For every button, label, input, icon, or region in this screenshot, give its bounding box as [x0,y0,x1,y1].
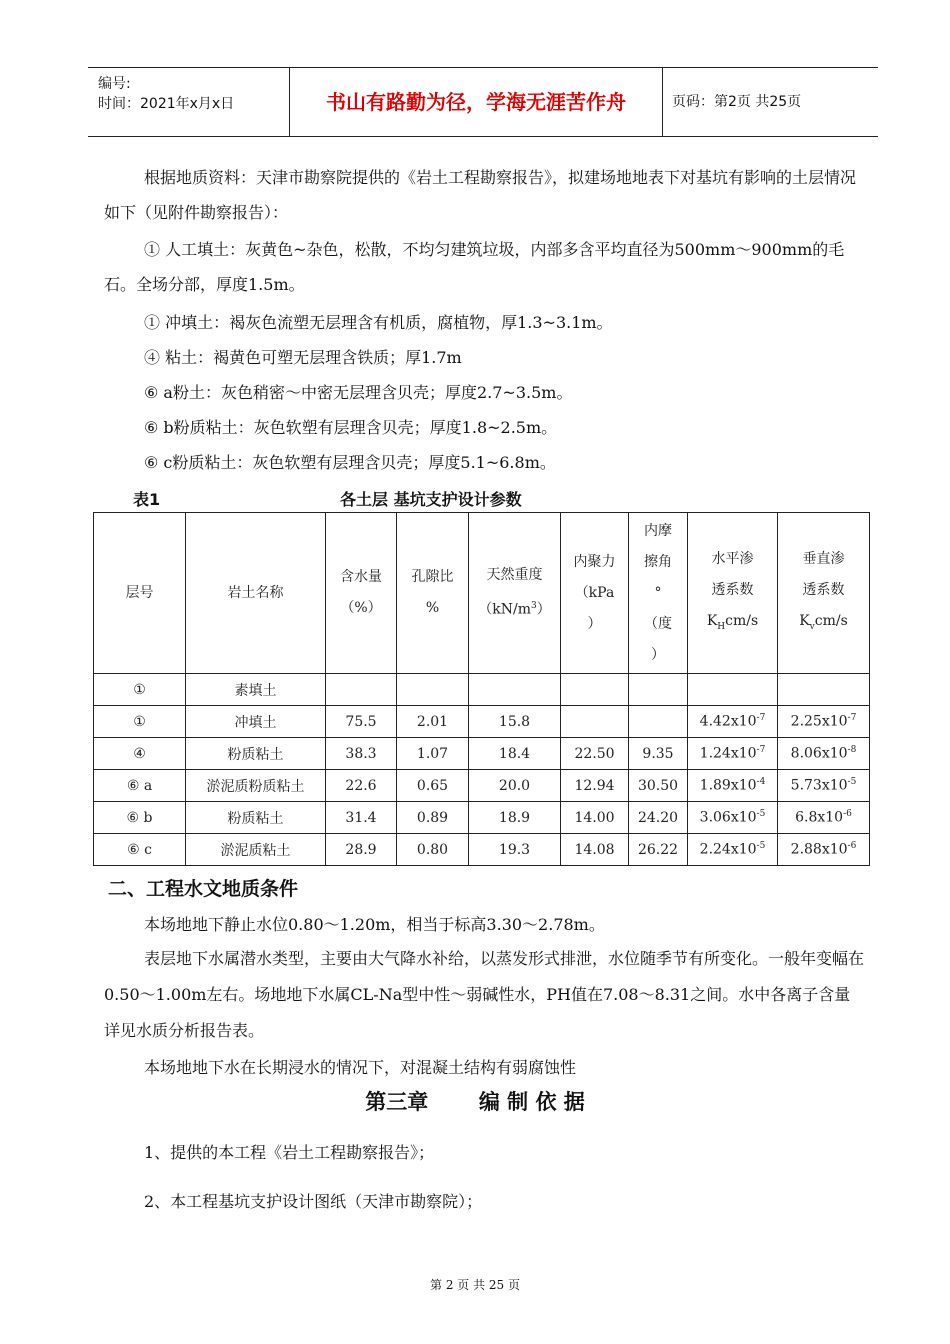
section-2-paragraph-2: 表层地下水属潜水类型，主要由大气降水补给，以蒸发形式排泄，水位随季节有所变化。一般年变幅在0.50～1.00m左右。场地地下水属CL-Na型中性～弱碱性水，PH值在7.08～8.31之间。水中各离子含量详见水质分析报告表。 [104,949,865,1040]
page-header [88,67,878,137]
page-footer: 第 2 页 共 25 页 [430,1278,520,1292]
cell-water: 38.3 [326,738,397,770]
cell-friction: 26.22 [629,834,688,866]
chapter-3-number: 第三章 [365,1090,429,1114]
cell-cohesion: 12.94 [561,770,629,802]
table-header-row [94,513,870,674]
soil-layer-1: ① 人工填土：灰黄色~杂色，松散，不均匀建筑垃圾，内部多含平均直径为500mm～900mm的毛石。全场分部，厚度1.5m。 [104,240,845,294]
table-row [94,834,870,866]
header-kv: 垂直渗 透系数 $K_vcm/s$ [778,513,870,674]
cell-friction: 9.35 [629,738,688,770]
cell-friction [629,674,688,706]
cell-water [326,674,397,706]
cell-weight: 18.4 [469,738,561,770]
section-2-paragraph-1: 本场地地下静止水位0.80～1.20m，相当于标高3.30～2.78m。 [144,915,605,934]
header-friction: 内摩 擦角 ° （度 ） [629,513,688,674]
cell-water: 22.6 [326,770,397,802]
cell-name: 淤泥质粉质粘土 [186,770,326,802]
soil-layer-2: ① 冲填土：褐灰色流塑无层理含有机质，腐植物，厚1.3~3.1m。 [144,313,613,332]
header-water: 含水量 （%） [326,513,397,674]
cell-kv: $5.73x10^{-5}$ [778,770,870,802]
soil-layer-4: ⑥ a粉土：灰色稍密～中密无层理含贝壳；厚度2.7~3.5m。 [144,383,573,402]
soil-layer-6: ⑥ c粉质粘土：灰色软塑有层理含贝壳；厚度5.1~6.8m。 [144,453,556,472]
cell-layer: ① [94,674,186,706]
cell-weight [469,674,561,706]
cell-name: 淤泥质粘土 [186,834,326,866]
cell-kh: $1.24x10^{-7}$ [688,738,778,770]
section-2-heading: 二、工程水文地质条件 [108,878,299,900]
table-row [94,738,870,770]
cell-kh: $1.89x10^{-4}$ [688,770,778,802]
cell-kv [778,674,870,706]
cell-weight: 18.9 [469,802,561,834]
header-name: 岩土名称 [186,513,326,674]
table-row [94,802,870,834]
cell-kh [688,674,778,706]
cell-cohesion: 22.50 [561,738,629,770]
cell-kv: $6.8x10^{-6}$ [778,802,870,834]
table-row [94,706,870,738]
cell-name: 粉质粘土 [186,802,326,834]
cell-weight: 19.3 [469,834,561,866]
cell-water: 28.9 [326,834,397,866]
cell-kv: $8.06x10^{-8}$ [778,738,870,770]
header-time: 时间：2021年x月x日 [98,96,235,112]
table-caption: 各土层 基坑支护设计参数 [340,490,522,509]
header-layer: 层号 [94,513,186,674]
cell-name: 冲填土 [186,706,326,738]
cell-void: 0.80 [397,834,469,866]
header-void: 孔隙比 % [397,513,469,674]
header-meta [98,74,288,114]
cell-cohesion: 14.00 [561,802,629,834]
basis-item-2: 2、本工程基坑支护设计图纸（天津市勘察院）； [144,1192,483,1211]
cell-layer: ⑥ b [94,802,186,834]
basis-item-1: 1、提供的本工程《岩土工程勘察报告》； [144,1143,435,1162]
cell-cohesion: 14.08 [561,834,629,866]
chapter-3-title: 编 制 依 据 [478,1090,585,1114]
header-divider [662,68,663,136]
cell-name: 粉质粘土 [186,738,326,770]
cell-void: 0.65 [397,770,469,802]
header-cohesion: 内聚力 （kPa ） [561,513,629,674]
header-number: 编号: [98,76,131,92]
cell-water: 75.5 [326,706,397,738]
cell-name: 素填土 [186,674,326,706]
table-row [94,770,870,802]
header-kh: 水平渗 透系数 $K_Hcm/s$ [688,513,778,674]
cell-layer: ⑥ c [94,834,186,866]
header-page-info: 页码：第2页 共25页 [672,94,802,110]
section-2-paragraph-3: 本场地地下水在长期浸水的情况下，对混凝土结构有弱腐蚀性 [144,1058,577,1077]
soil-layer-3: ④ 粘土：褐黄色可塑无层理含铁质；厚1.7m [144,348,462,367]
cell-void: 2.01 [397,706,469,738]
cell-void [397,674,469,706]
cell-water: 31.4 [326,802,397,834]
cell-weight: 15.8 [469,706,561,738]
cell-friction [629,706,688,738]
cell-kv: $2.88x10^{-6}$ [778,834,870,866]
header-slogan: 书山有路勤为径，学海无涯苦作舟 [326,90,626,114]
soil-parameters-table [93,512,870,866]
cell-layer: ① [94,706,186,738]
cell-kh: $2.24x10^{-5}$ [688,834,778,866]
cell-kh: $4.42x10^{-7}$ [688,706,778,738]
intro-paragraph: 根据地质资料：天津市勘察院提供的《岩土工程勘察报告》，拟建场地地表下对基坑有影响的土层情况如下（见附件勘察报告）： [104,168,857,222]
cell-friction: 30.50 [629,770,688,802]
cell-weight: 20.0 [469,770,561,802]
cell-layer: ④ [94,738,186,770]
cell-void: 0.89 [397,802,469,834]
cell-cohesion [561,674,629,706]
soil-layer-5: ⑥ b粉质粘土：灰色软塑有层理含贝壳；厚度1.8~2.5m。 [144,418,558,437]
cell-void: 1.07 [397,738,469,770]
cell-friction: 24.20 [629,802,688,834]
table-row [94,674,870,706]
header-weight: 天然重度 $(kN/m^3)$ [469,513,561,674]
table-label: 表1 [133,490,161,509]
cell-kv: $2.25x10^{-7}$ [778,706,870,738]
cell-cohesion [561,706,629,738]
cell-layer: ⑥ a [94,770,186,802]
cell-kh: $3.06x10^{-5}$ [688,802,778,834]
chapter-3-heading [0,1086,950,1116]
